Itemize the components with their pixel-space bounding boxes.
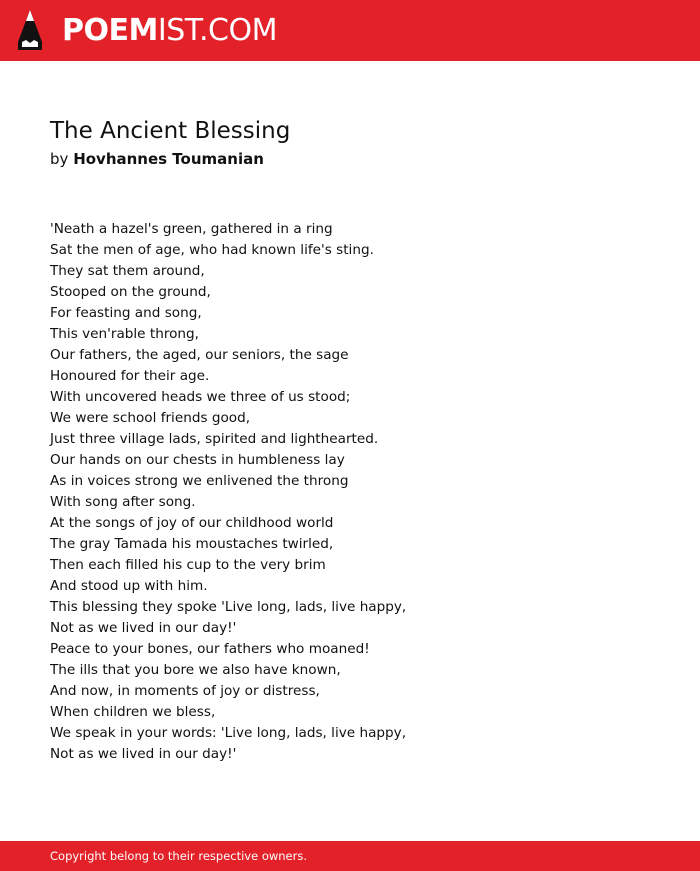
poem-line: With song after song. bbox=[50, 494, 196, 510]
poem-line: The gray Tamada his moustaches twirled, bbox=[50, 536, 334, 552]
byline-prefix: by bbox=[50, 150, 69, 168]
poem-line: And now, in moments of joy or distress, bbox=[50, 683, 320, 699]
pencil-icon[interactable] bbox=[17, 9, 43, 51]
poem-line: As in voices strong we enlivened the throng bbox=[50, 473, 349, 489]
poem-author: Hovhannes Toumanian bbox=[73, 150, 264, 168]
poem-line: For feasting and song, bbox=[50, 305, 202, 321]
poem-line: This ven'rable throng, bbox=[50, 326, 199, 342]
poem-line: We were school friends good, bbox=[50, 410, 251, 426]
poem-line: This blessing they spoke 'Live long, lads, live happy, bbox=[50, 599, 407, 615]
poem-line: Peace to your bones, our fathers who moaned! bbox=[50, 641, 370, 657]
poem-line: The ills that you bore we also have known, bbox=[50, 662, 341, 678]
poem-line: Then each filled his cup to the very brim bbox=[50, 557, 326, 573]
poem-line: And stood up with him. bbox=[50, 578, 208, 594]
poem-line: With uncovered heads we three of us stood; bbox=[50, 389, 351, 405]
logo-text-bold: POEM bbox=[62, 13, 158, 48]
poem-line: Honoured for their age. bbox=[50, 368, 210, 384]
poem-line: They sat them around, bbox=[50, 263, 205, 279]
poem-line: We speak in your words: 'Live long, lads, live happy, bbox=[50, 725, 407, 741]
poem-line: 'Neath a hazel's green, gathered in a ring bbox=[50, 221, 333, 237]
logo-text-light: IST.COM bbox=[157, 13, 277, 48]
poem-line: Our fathers, the aged, our seniors, the sage bbox=[50, 347, 349, 363]
poem-line: Not as we lived in our day!' bbox=[50, 746, 237, 762]
site-logo[interactable] bbox=[62, 13, 277, 49]
site-footer bbox=[0, 841, 700, 871]
copyright-notice: Copyright belong to their respective owners. bbox=[50, 849, 308, 863]
poem-line: When children we bless, bbox=[50, 704, 216, 720]
site-header bbox=[0, 0, 700, 61]
poem-title: The Ancient Blessing bbox=[50, 118, 291, 144]
poem-line: Our hands on our chests in humbleness lay bbox=[50, 452, 345, 468]
poem-line: Stooped on the ground, bbox=[50, 284, 211, 300]
poem-line: Not as we lived in our day!' bbox=[50, 620, 237, 636]
poem-line: Sat the men of age, who had known life's sting. bbox=[50, 242, 374, 258]
poem-byline bbox=[50, 148, 264, 170]
poem-line: At the songs of joy of our childhood world bbox=[50, 515, 334, 531]
poem-body bbox=[50, 219, 406, 765]
poem-line: Just three village lads, spirited and lighthearted. bbox=[50, 431, 379, 447]
